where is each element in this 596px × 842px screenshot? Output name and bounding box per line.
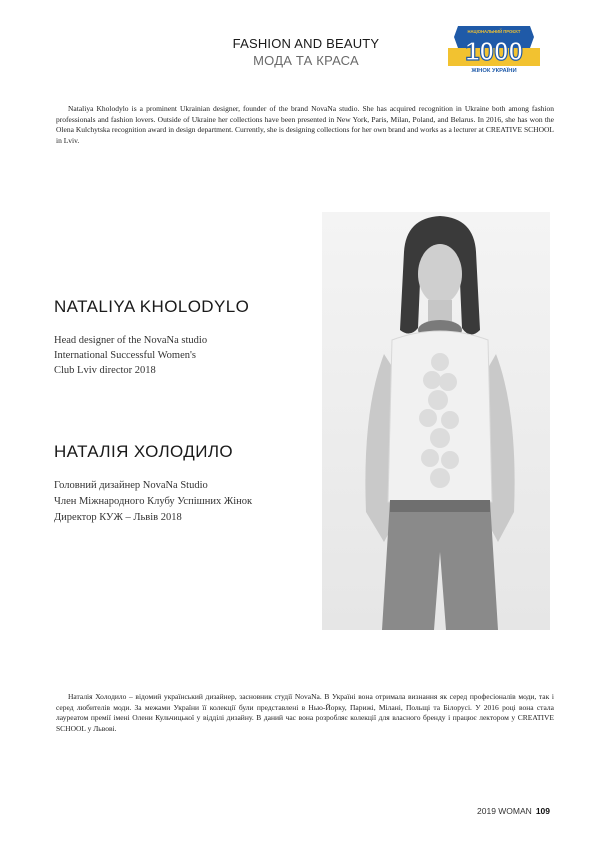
role-line: Club Lviv director 2018 bbox=[54, 365, 156, 376]
name-heading-ua: НАТАЛІЯ ХОЛОДИЛО bbox=[54, 442, 234, 461]
logo-number: 1000 bbox=[465, 36, 523, 66]
roles-en bbox=[54, 333, 316, 378]
role-line: Head designer of the NovaNa studio bbox=[54, 335, 208, 346]
project-logo bbox=[448, 22, 540, 74]
page-number: 109 bbox=[535, 806, 550, 816]
roles-ua bbox=[54, 478, 316, 526]
role-line: Головний дизайнер NovaNa Studio bbox=[54, 480, 208, 491]
role-line: Член Міжнародного Клубу Успішних Жінок bbox=[54, 496, 253, 507]
role-line: Директор КУЖ – Львів 2018 bbox=[54, 512, 182, 523]
logo-bottom-text: ЖІНОК УКРАЇНИ bbox=[471, 68, 517, 74]
role-line: International Successful Women's bbox=[54, 350, 196, 361]
portrait-photo bbox=[322, 212, 550, 630]
bio-paragraph-ua: Наталія Холодило – відомий український дизайнер, засновник студії NovaNa. В Україні вона отримала визнання як серед професіоналів моди, так і серед любителів моди. За межами України її колекції були представлені в Нью-Йорку, Парижі, Мілані, Польщі та Білорусі. У 2016 році вона стала лауреатом премії імені Олени Кульчицької у відділі дизайну. В даний час вона розробляє колекції для власного бренду і працює лектором у CREATIVE SCHOOL у Львові. bbox=[56, 692, 554, 733]
name-heading-en: NATALIYA KHOLODYLO bbox=[54, 297, 250, 316]
footer-label: 2019 WOMAN bbox=[477, 806, 532, 816]
intro-paragraph-en: Nataliya Kholodylo is a prominent Ukrainian designer, founder of the brand NovaNa studio. She has acquired recognition in Ukraine both among fashion professionals and fashion lovers. Outside of Ukraine her collections have been presented in New York, Paris, Milan, Poland, and Belarus. In 2016, she has won the Olena Kulchytska recognition award in design department. Currently, she is designing collections for her own brand and works as a lecturer at CREATIVE SCHOOL in Lviv. bbox=[56, 104, 554, 145]
section-title-en: FASHION AND BEAUTY bbox=[232, 36, 380, 51]
section-title-ua: МОДА ТА КРАСА bbox=[253, 53, 359, 68]
page-footer bbox=[430, 806, 550, 816]
logo-top-text: НАЦІОНАЛЬНИЙ ПРОЄКТ bbox=[467, 29, 521, 34]
